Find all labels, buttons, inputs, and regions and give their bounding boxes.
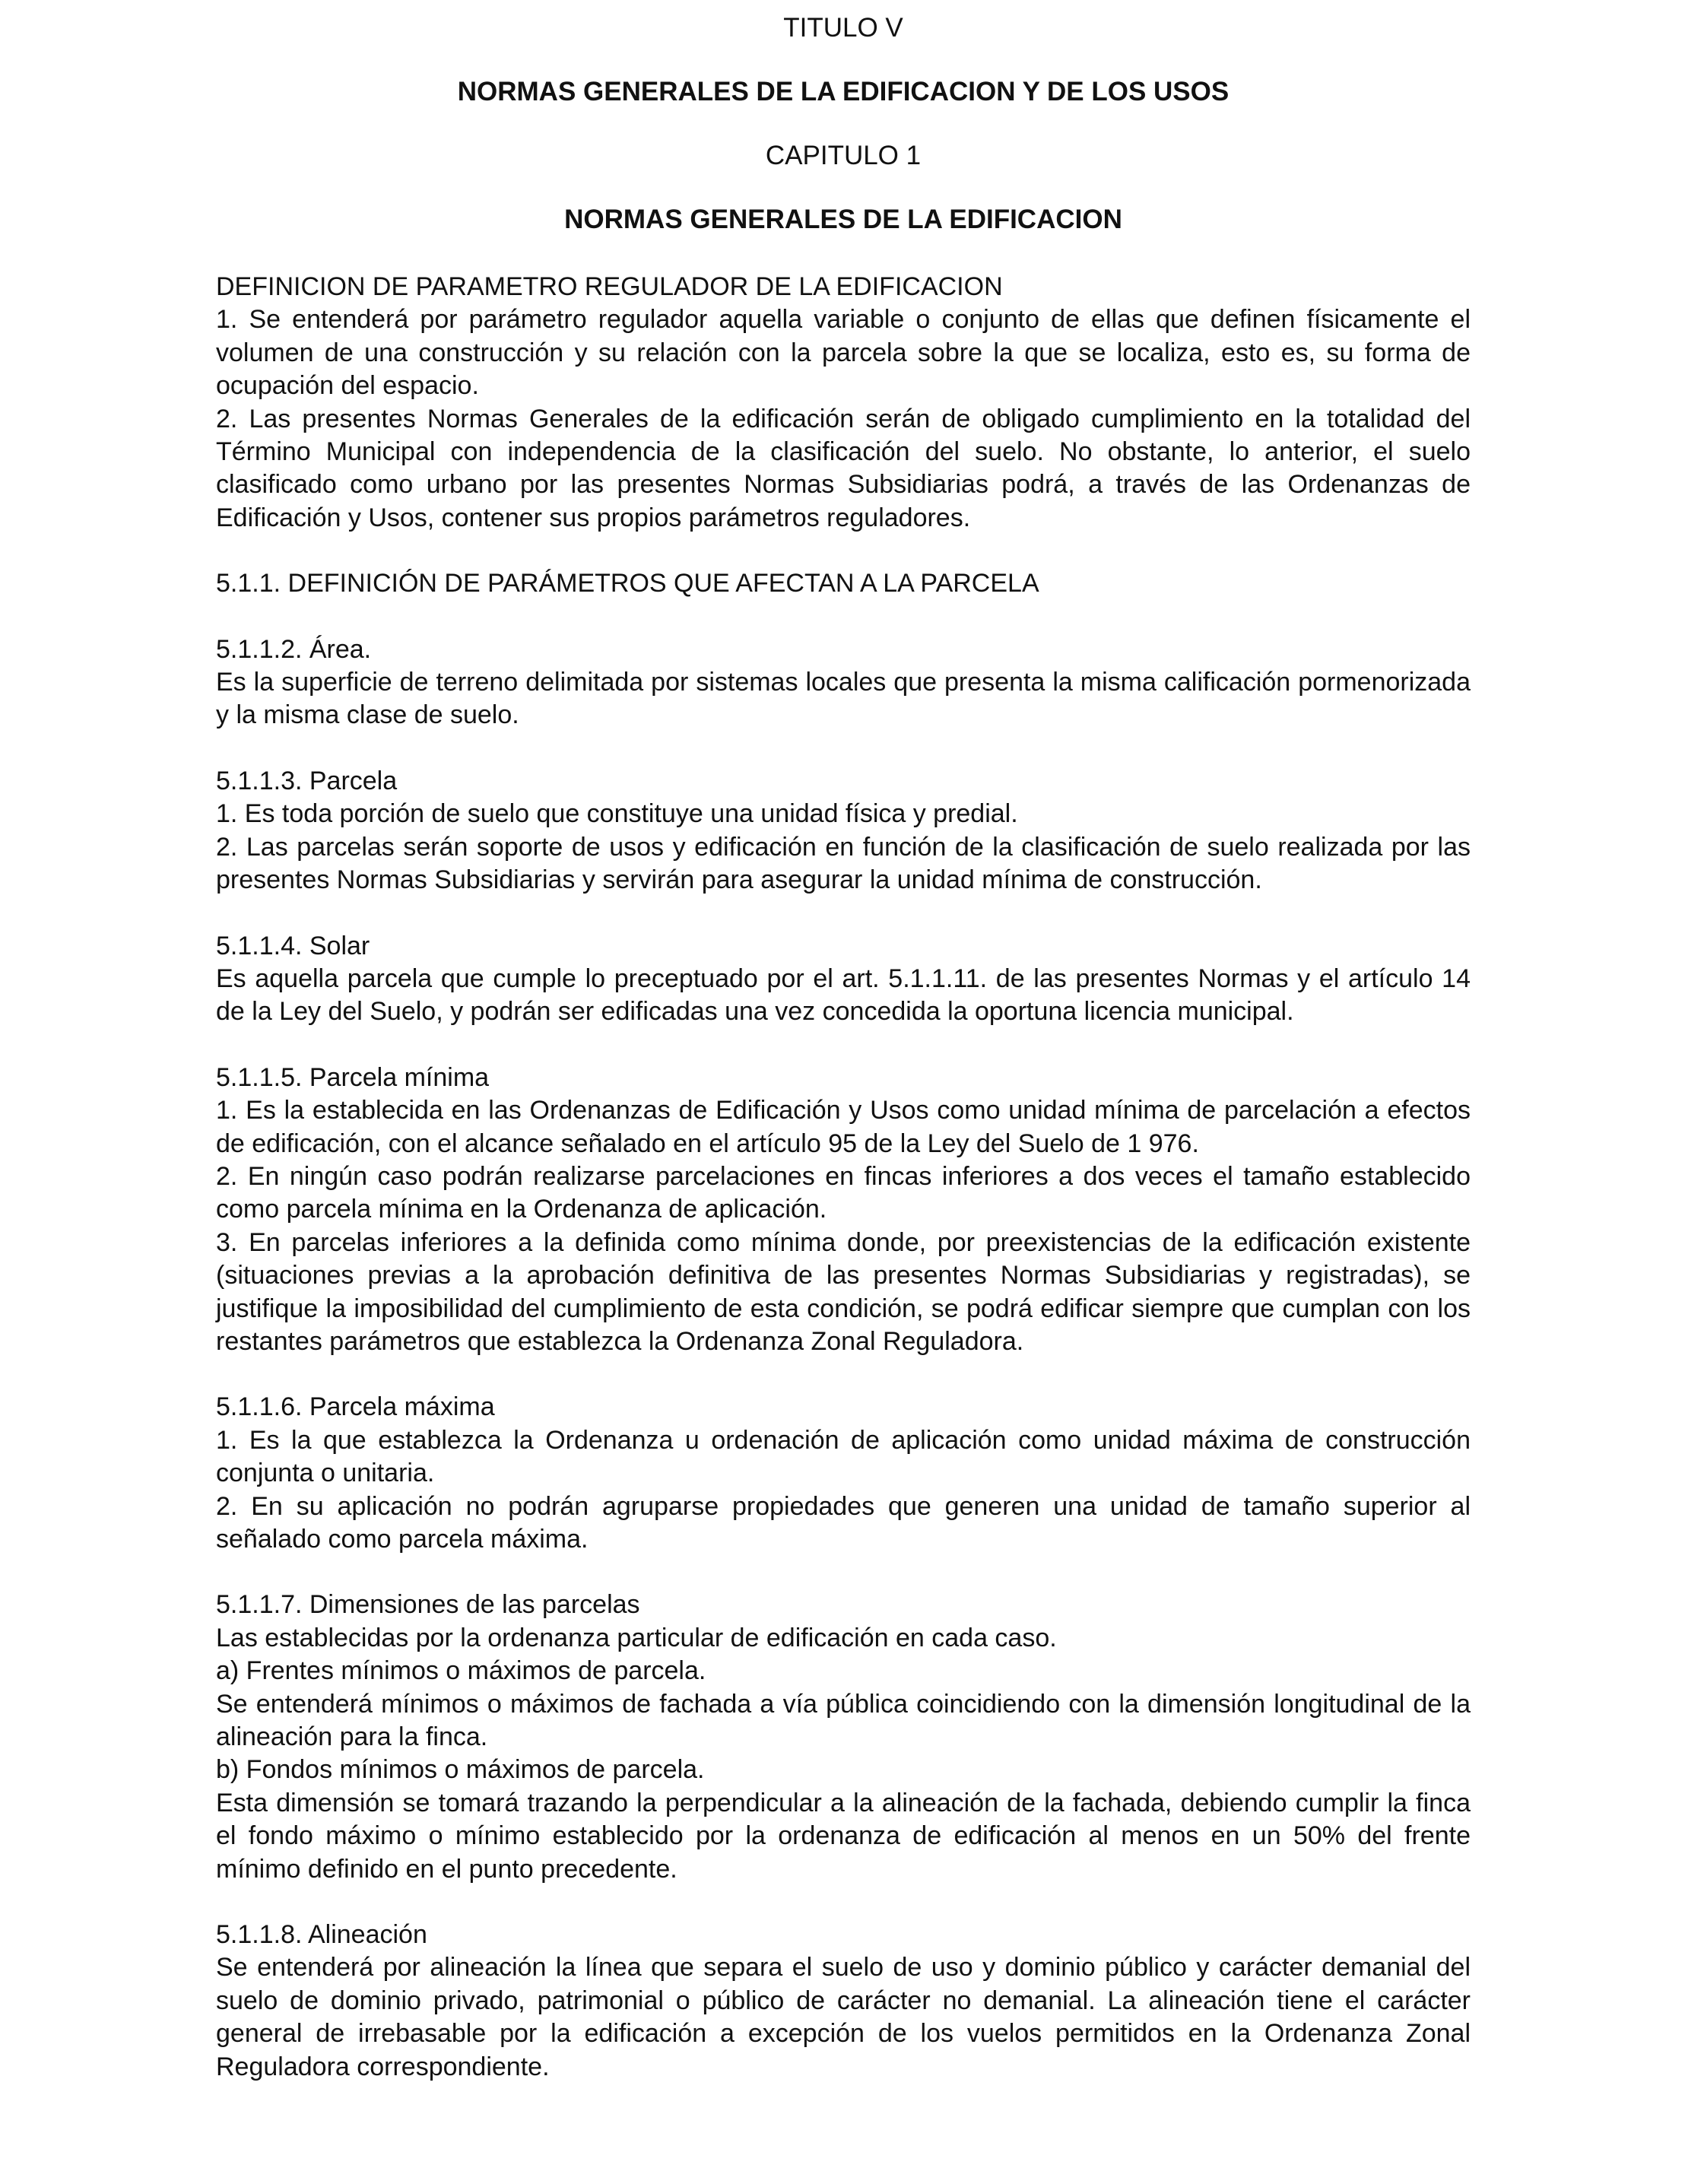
paragraph: Es aquella parcela que cumple lo preceptuado por el art. 5.1.1.11. de las presentes Normas y el artículo 14 de la Ley del Suelo, y podrán ser edificadas una vez concedida la oportuna licencia municipal. [216,963,1471,1027]
section-5-1-1-8 [216,1919,1471,2084]
paragraph: a) Frentes mínimos o máximos de parcela. [216,1656,706,1686]
paragraph: 1. Es toda porción de suelo que constituye una unidad física y predial. [216,799,1018,829]
paragraph: 2. Las presentes Normas Generales de la edificación serán de obligado cumplimiento en la totalidad del Término Municipal con independencia de la clasificación del suelo. No obstante, lo anterior, el suelo clasificado como urbano por las presentes Normas Subsidiarias podrá, a través de las Ordenanzas de Edificación y Usos, contener sus propios parámetros reguladores. [216,404,1471,532]
section-5-1-1 [216,567,1471,600]
section-5-1-1-5 [216,1062,1471,1359]
section-heading: 5.1.1.5. Parcela mínima [216,1062,490,1092]
section-5-1-1-3 [216,765,1471,897]
paragraph: b) Fondos mínimos o máximos de parcela. [216,1755,705,1785]
section-intro [216,271,1471,535]
section-heading: 5.1.1.6. Parcela máxima [216,1392,495,1422]
section-heading: 5.1.1.4. Solar [216,931,370,960]
section-heading: 5.1.1.8. Alineación [216,1920,427,1950]
paragraph: Esta dimensión se tomará trazando la perpendicular a la alineación de la fachada, debiendo cumplir la finca el fondo máximo o mínimo establecido por la ordenanza de edificación al menos en un 50% del frente mínimo definido en el punto precedente. [216,1788,1471,1884]
paragraph: 1. Es la establecida en las Ordenanzas de Edificación y Usos como unidad mínima de parcelación a efectos de edificación, con el alcance señalado en el artículo 95 de la Ley del Suelo de 1 976. [216,1096,1471,1158]
section-5-1-1-7 [216,1589,1471,1886]
paragraph: 2. Las parcelas serán soporte de usos y edificación en función de la clasificación de suelo realizada por las presentes Normas Subsidiarias y servirán para asegurar la unidad mínima de construcción. [216,832,1471,895]
section-heading: 5.1.1.3. Parcela [216,766,398,795]
paragraph: 3. En parcelas inferiores a la definida como mínima donde, por preexistencias de la edificación existente (situaciones previas a la aprobación definitiva de las presentes Normas Subsidiarias y registradas), se justifique la imposibilidad del cumplimiento de esta condición, se podrá edificar siempre que cumplan con los restantes parámetros que establezca la Ordenanza Zonal Reguladora. [216,1227,1471,1356]
section-5-1-1-4 [216,930,1471,1029]
title-capitulo: CAPITULO 1 [765,141,922,170]
paragraph: Es la superficie de terreno delimitada por sistemas locales que presenta la misma calificación pormenorizada y la misma clase de suelo. [216,668,1471,730]
paragraph: 2. En su aplicación no podrán agruparse propiedades que generen una unidad de tamaño superior al señalado como parcela máxima. [216,1491,1471,1554]
paragraph: Las establecidas por la ordenanza particular de edificación en cada caso. [216,1623,1057,1652]
title-titulo-name: NORMAS GENERALES DE LA EDIFICACION Y DE LOS USOS [457,77,1230,106]
paragraph: 1. Se entenderá por parámetro regulador aquella variable o conjunto de ellas que definen físicamente el volumen de una construcción y su relación con la parcela sobre la que se localiza, esto es, su forma de ocupación del espacio. [216,305,1471,401]
section-heading: 5.1.1.2. Área. [216,634,372,664]
paragraph: Se entenderá mínimos o máximos de fachada a vía pública coincidiendo con la dimensión longitudinal de la alineación para la finca. [216,1689,1471,1752]
section-heading: DEFINICION DE PARAMETRO REGULADOR DE LA EDIFICACION [216,272,1003,301]
title-titulo: TITULO V [783,13,903,43]
section-heading: 5.1.1. DEFINICIÓN DE PARÁMETROS QUE AFECTAN A LA PARCELA [216,569,1039,598]
section-5-1-1-6 [216,1391,1471,1556]
paragraph: 1. Es la que establezca la Ordenanza u ordenación de aplicación como unidad máxima de construcción conjunta o unitaria. [216,1425,1471,1488]
section-heading: 5.1.1.7. Dimensiones de las parcelas [216,1590,640,1620]
section-5-1-1-2 [216,633,1471,732]
paragraph: Se entenderá por alineación la línea que separa el suelo de uso y dominio público y carácter demanial del suelo de dominio privado, patrimonial o público de carácter no demanial. La alineación tiene el carácter general de irrebasable por la edificación a excepción de los vuelos permitidos en la Ordenanza Zonal Reguladora correspondiente. [216,1953,1471,2081]
document-page [216,8,1471,2084]
paragraph: 2. En ningún caso podrán realizarse parcelaciones en fincas inferiores a dos veces el tamaño establecido como parcela mínima en la Ordenanza de aplicación. [216,1161,1471,1224]
title-capitulo-name: NORMAS GENERALES DE LA EDIFICACION [564,205,1122,234]
